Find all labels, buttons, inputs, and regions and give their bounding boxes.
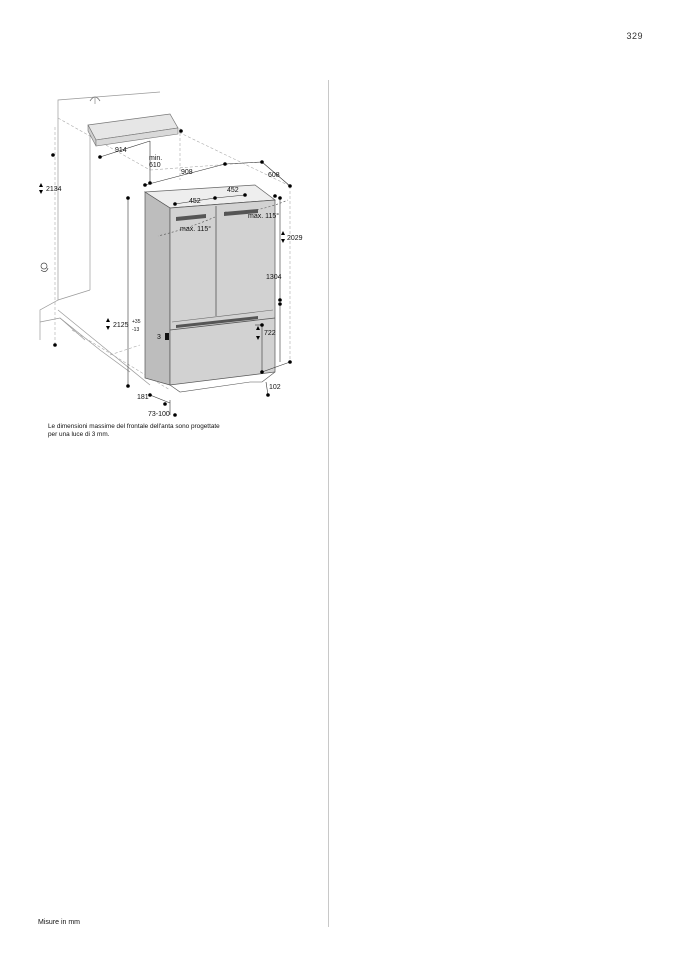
dim-73-100: 73-100 [148, 411, 170, 418]
page-number: 329 [626, 31, 643, 41]
dim-1304: 1304 [266, 274, 282, 281]
diagram-caption [48, 423, 268, 438]
dim-2134: 2134 [46, 186, 62, 193]
dim-tolerance-plus: +35 [132, 319, 141, 325]
dim-min-label: min. [149, 155, 163, 162]
water-connection-icon [41, 263, 48, 272]
caption-line-1: Le dimensioni massime del frontale dell'anta sono progettate [48, 423, 220, 430]
ventilation-bracket [88, 97, 178, 146]
dim-610: 610 [149, 162, 161, 169]
dim-tolerance-minus: -13 [132, 327, 140, 333]
dim-max115-right: max. 115° [248, 213, 280, 220]
dim-102: 102 [269, 384, 281, 391]
units-note: Misure in mm [38, 919, 81, 926]
dim-914: 914 [115, 147, 127, 154]
dim-3: 3 [157, 334, 161, 341]
installation-diagram [0, 0, 330, 440]
dim-452-left: 452 [189, 198, 201, 205]
dim-2125: 2125 [113, 322, 129, 329]
connector-block [165, 333, 169, 340]
dim-181: 181 [137, 394, 149, 401]
dim-2029: 2029 [287, 235, 303, 242]
dim-908: 908 [181, 169, 193, 176]
dim-max115-left: max. 115° [180, 226, 212, 233]
dim-608: 608 [268, 172, 280, 179]
caption-line-2: per una luce di 3 mm. [48, 430, 110, 438]
dim-452-right: 452 [227, 187, 239, 194]
dim-722: 722 [264, 330, 276, 337]
